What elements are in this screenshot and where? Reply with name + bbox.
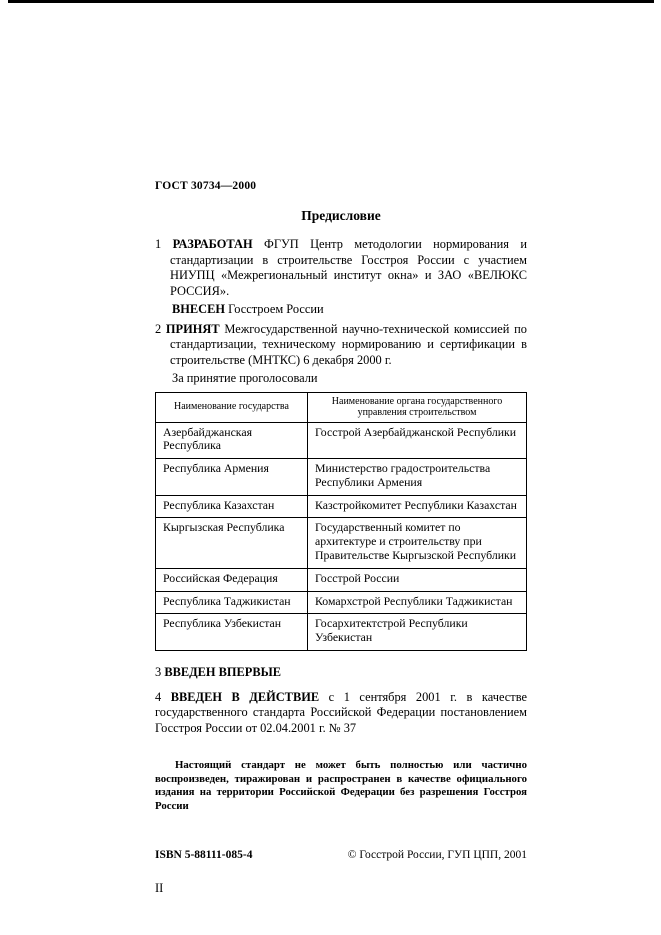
copyright-line: © Госстрой России, ГУП ЦПП, 2001 <box>347 849 527 862</box>
cell-body: Комархстрой Республики Таджикистан <box>308 591 527 614</box>
cell-body: Государственный комитет по архитектуре и строительству при Правительстве Кыргызской Республики <box>308 518 527 568</box>
cell-state: Республика Казахстан <box>156 495 308 518</box>
foreword-item-2 <box>155 322 527 369</box>
table-row <box>156 459 527 496</box>
foreword-item-3 <box>155 665 527 681</box>
foreword-item-1-sub <box>172 302 527 318</box>
table-row <box>156 422 527 459</box>
item-3-keyword: ВВЕДЕН ВПЕРВЫЕ <box>164 665 282 680</box>
footer <box>155 849 527 861</box>
isbn: ISBN 5-88111-085-4 <box>155 849 253 862</box>
item-1-keyword: РАЗРАБОТАН <box>172 237 253 251</box>
scan-artifact-line <box>8 0 654 3</box>
cell-body: Госархитектстрой Республики Узбекистан <box>308 614 527 651</box>
item-4-text: с 1 сентября 2001 г. в качестве государственного стандарта Российской Федерации постановлением Госстроя России от 02.04.2001 г. № 37 <box>155 689 527 735</box>
cell-state: Республика Узбекистан <box>156 614 308 651</box>
foreword-item-1 <box>155 237 527 299</box>
cell-state: Кыргызская Республика <box>156 518 308 568</box>
item-2-number: 2 <box>155 321 162 336</box>
table-row <box>156 568 527 591</box>
item-1-sub-text: Госстроем России <box>228 302 324 316</box>
page-content <box>155 180 527 896</box>
item-3-number: 3 <box>155 665 162 680</box>
cell-state: Азербайджанская Республика <box>156 422 308 459</box>
cell-body: Госстрой России <box>308 568 527 591</box>
item-1-sub-keyword: ВНЕСЕН <box>172 302 226 316</box>
page-number: II <box>155 881 164 896</box>
item-1-text: ФГУП Центр методологии нормирования и стандартизации в строительстве Госстроя России с участием НИУПЦ «Межрегиональный институт окна» и ЗАО «ВЕЛЮКС РОССИЯ». <box>170 237 527 298</box>
item-2-keyword: ПРИНЯТ <box>165 321 220 336</box>
item-4-keyword: ВВЕДЕН В ДЕЙСТВИЕ <box>170 689 320 704</box>
table-row <box>156 614 527 651</box>
voting-table <box>155 392 527 652</box>
cell-state: Республика Армения <box>156 459 308 496</box>
table-header-row <box>156 392 527 422</box>
cell-body: Министерство градостроительства Республики Армения <box>308 459 527 496</box>
cell-state: Российская Федерация <box>156 568 308 591</box>
page-title: Предисловие <box>301 208 381 223</box>
cell-body: Казстройкомитет Республики Казахстан <box>308 495 527 518</box>
foreword-item-2-sub: За принятие проголосовали <box>172 371 318 385</box>
cell-body: Госстрой Азербайджанской Республики <box>308 422 527 459</box>
foreword-item-4 <box>155 690 527 737</box>
copyright-notice: Настоящий стандарт не может быть полностью или частично воспроизведен, тиражирован и распространен в качестве официального издания на территории Российской Федерации без разрешения Госстроя России <box>155 759 527 812</box>
item-4-number: 4 <box>155 689 162 704</box>
doc-number: ГОСТ 30734—2000 <box>155 180 257 192</box>
table-header-body: Наименование органа государственного управления строительством <box>308 392 527 422</box>
table-header-state: Наименование государства <box>156 392 308 422</box>
table-row <box>156 591 527 614</box>
cell-state: Республика Таджикистан <box>156 591 308 614</box>
item-1-number: 1 <box>155 237 162 251</box>
table-row <box>156 495 527 518</box>
item-2-text: Межгосударственной научно-технической комиссией по стандартизации, техническому нормированию и сертификации в строительстве (МНТКС) 6 декабря 2000 г. <box>170 321 527 367</box>
table-row <box>156 518 527 568</box>
